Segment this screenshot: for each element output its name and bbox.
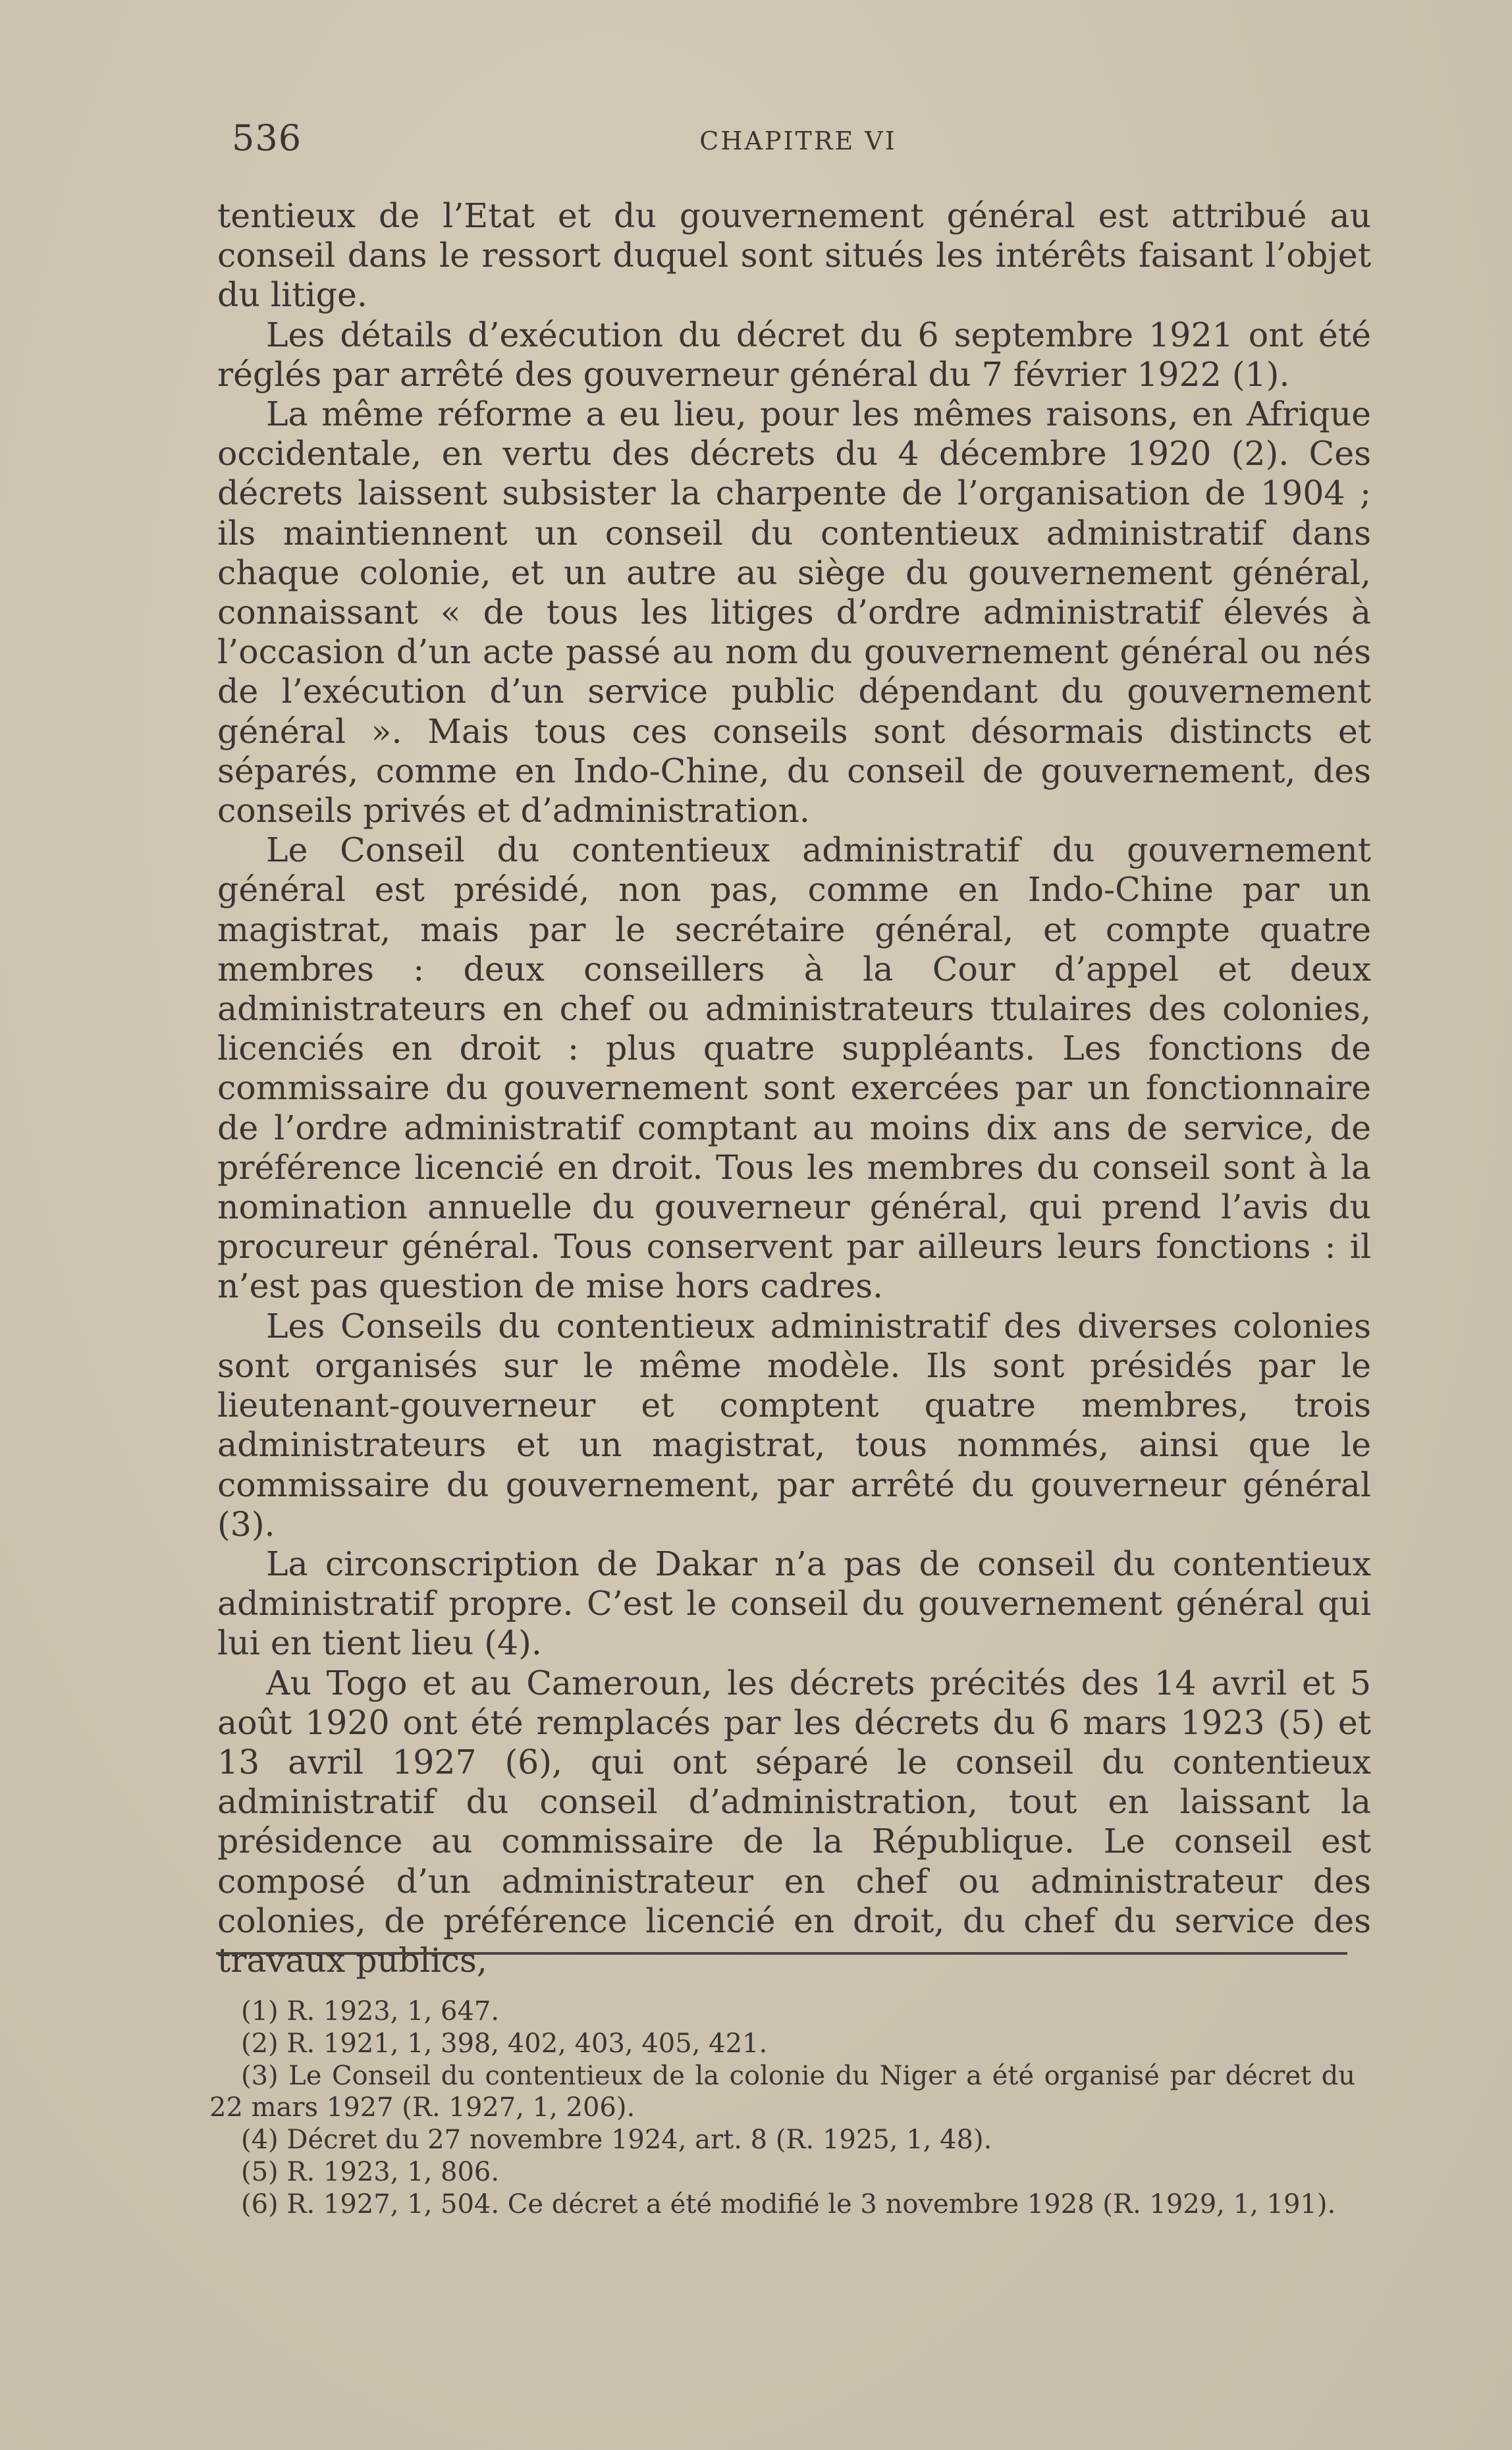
paragraph: Le Conseil du contentieux administratif du gouvernement général est présidé, non pas, comme en Indo-Chine par un magistrat, mais par le secrétaire général, et compte quatre membres : deux conseillers à la Cour d’appel et deux administrateurs en chef ou administrateurs ttulaires des colonies, licenciés en droit : plus quatre suppléants. Les fonctions de commissaire du gouvernement sont exercées par un fonctionnaire de l’ordre administratif comptant au moins dix ans de service, de préférence licencié en droit. Tous les membres du conseil sont à la nomination annuelle du gouverneur général, qui prend l’avis du procureur général. Tous conservent par ailleurs leurs fonctions : il n’est pas question de mise hors cadres. (217, 830, 1371, 1306)
running-title: CHAPITRE VI (699, 126, 897, 155)
paragraph: tentieux de l’Etat et du gouvernement général est attribué au conseil dans le ressort duquel sont situés les intérêts faisant l’objet du litige. (217, 196, 1371, 315)
paragraph: La circonscription de Dakar n’a pas de conseil du contentieux administratif propre. C’est le conseil du gouvernement général qui lui en tient lieu (4). (217, 1544, 1371, 1663)
body-text (217, 196, 1371, 1980)
footnote: (4) Décret du 27 novembre 1924, art. 8 (R. 1925, 1, 48). (241, 2125, 992, 2156)
page-header (232, 117, 1364, 170)
paragraph: La même réforme a eu lieu, pour les mêmes raisons, en Afrique occidentale, en vertu des décrets du 4 décembre 1920 (2). Ces décrets laissent subsister la charpente de l’organisation de 1904 ; ils maintiennent un conseil du contentieux administratif dans chaque colonie, et un autre au siège du gouvernement général, connaissant « de tous les litiges d’ordre administratif élevés à l’occasion d’un acte passé au nom du gouvernement général ou nés de l’exécution d’un service public dépendant du gouvernement général ». Mais tous ces conseils sont désormais distincts et séparés, comme en Indo-Chine, du conseil de gouvernement, des conseils privés et d’administration. (217, 395, 1371, 830)
page-number: 536 (232, 117, 302, 159)
paragraph: Au Togo et au Cameroun, les décrets précités des 14 avril et 5 août 1920 ont été remplacés par les décrets du 6 mars 1923 (5) et 13 avril 1927 (6), qui ont séparé le conseil du contentieux administratif du conseil d’administration, tout en laissant la présidence au commissaire de la République. Le conseil est composé d’un administrateur en chef ou administrateur des colonies, de préférence licencié en droit, du chef du service des travaux publics, (217, 1663, 1371, 1980)
footnote: (3) Le Conseil du contentieux de la colonie du Niger a été organisé par décret du 22 mars 1927 (R. 1927, 1, 206). (209, 2060, 1355, 2123)
footnote: (1) R. 1923, 1, 647. (241, 1996, 500, 2027)
footnotes (209, 1996, 1355, 2221)
footnote: (6) R. 1927, 1, 504. Ce décret a été modifié le 3 novembre 1928 (R. 1929, 1, 191). (241, 2189, 1336, 2219)
paragraph: Les détails d’exécution du décret du 6 septembre 1921 ont été réglés par arrêté des gouverneur général du 7 février 1922 (1). (217, 315, 1371, 394)
footnote-divider (216, 1952, 1347, 1955)
footnote: (5) R. 1923, 1, 806. (241, 2156, 500, 2187)
paragraph: Les Conseils du contentieux administratif des diverses colonies sont organisés sur le même modèle. Ils sont présidés par le lieutenant-gouverneur et comptent quatre membres, trois administrateurs et un magistrat, tous nommés, ainsi que le commissaire du gouvernement, par arrêté du gouverneur général (3). (217, 1306, 1371, 1544)
footnote: (2) R. 1921, 1, 398, 402, 403, 405, 421. (241, 2028, 768, 2059)
